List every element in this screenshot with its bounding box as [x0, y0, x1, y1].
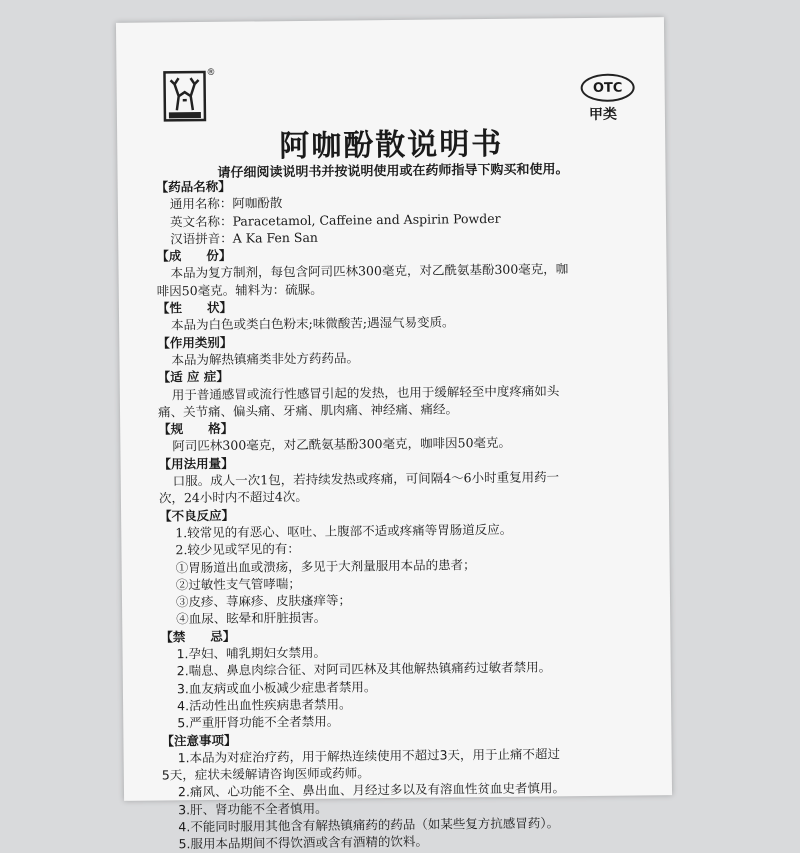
text-line: 本品为复方制剂，每包含阿司匹林300毫克，对乙酰氨基酚300毫克，咖: [170, 261, 569, 281]
text-line: 5天，症状未缓解请咨询医师或药师。: [161, 765, 370, 783]
text-line: 5.严重肝肾功能不全者禁用。: [177, 713, 340, 731]
section-heading: 【药品名称】: [155, 178, 231, 195]
text-line: 英文名称：Paracetamol, Caffeine and Aspirin Powder: [169, 210, 501, 229]
section-heading: 【规 格】: [158, 420, 234, 437]
text-line: 4.不能同时服用其他含有解热镇痛药的药品（如某些复方抗感冒药）。: [178, 815, 560, 835]
page-title: 阿咖酚散说明书: [279, 126, 504, 165]
registered-mark: ®: [206, 67, 216, 78]
otc-class: 甲类: [588, 106, 618, 123]
leaflet-body: [156, 173, 643, 853]
instruction-note: 请仔细阅读说明书并按说明使用或在药师指导下购买和使用。: [217, 162, 569, 181]
text-line: 汉语拼音：A Ka Fen San: [170, 229, 319, 247]
text-line: 3.血友病或血小板减少症患者禁用。: [176, 678, 377, 696]
text-line: 2.喘息、鼻息肉综合征、对阿司匹林及其他解热镇痛药过敏者禁用。: [176, 659, 552, 679]
text-line: ③皮疹、荨麻疹、皮肤瘙痒等；: [175, 592, 352, 610]
otc-badge: OTC: [581, 73, 635, 102]
section-heading: 【性 状】: [156, 299, 233, 316]
text-line: 5.服用本品期间不得饮酒或含有酒精的饮料。: [178, 833, 429, 852]
text-line: 阿司匹林300毫克，对乙酰氨基酚300毫克，咖啡因50毫克。: [172, 435, 512, 454]
text-line: 3.肝、肾功能不全者慎用。: [178, 800, 328, 817]
section-heading: 【用法用量】: [158, 455, 234, 472]
text-line: 4.活动性出血性疾病患者禁用。: [177, 696, 352, 714]
section-heading: 【注意事项】: [161, 732, 237, 748]
text-line: 1.本品为对症治疗药，用于解热连续使用不超过3天，用于止痛不超过: [177, 746, 561, 766]
text-line: ①胃肠道出血或溃疡，多见于大剂量服用本品的患者；: [175, 556, 476, 575]
text-line: 2.较少见或罕见的有：: [175, 541, 300, 558]
text-line: 2.痛风、心功能不全、鼻出血、月经过多以及有溶血性贫血史者慎用。: [177, 780, 565, 800]
text-line: 用于普通感冒或流行性感冒引起的发热，也用于缓解轻至中度疼痛如头: [171, 382, 560, 402]
text-line: ④血尿、眩晕和肝脏损害。: [176, 610, 327, 627]
section-heading: 【不良反应】: [159, 507, 235, 524]
leaflet-paper: [116, 17, 672, 852]
text-line: 啡因50毫克。辅料为：硫脲。: [156, 281, 323, 299]
text-line: 次，24小时内不超过4次。: [158, 489, 308, 506]
section-heading: 【适 应 症】: [157, 368, 229, 385]
text-line: ②过敏性支气管哮喘；: [175, 575, 301, 593]
text-line: 痛、关节痛、偏头痛、牙痛、肌肉痛、神经痛、痛经。: [157, 401, 459, 420]
text-line: 本品为白色或类白色粉末;味微酸苦;遇湿气易变质。: [171, 314, 455, 333]
section-heading: 【禁 忌】: [160, 628, 236, 645]
text-line: 口服。成人一次1包，若持续发热或疼痛，可间隔4～6小时重复用药一: [172, 469, 560, 489]
text-line: 1.较常见的有恶心、呕吐、上腹部不适或疼痛等胃肠道反应。: [175, 521, 513, 541]
text-line: 本品为解热镇痛类非处方药药品。: [171, 350, 360, 368]
text-line: 通用名称：阿咖酚散: [169, 195, 283, 212]
section-heading: 【成 份】: [156, 247, 232, 264]
deer-logo-icon: [162, 70, 207, 122]
text-line: 1.孕妇、哺乳期妇女禁用。: [176, 644, 327, 662]
section-heading: 【作用类别】: [157, 334, 233, 351]
